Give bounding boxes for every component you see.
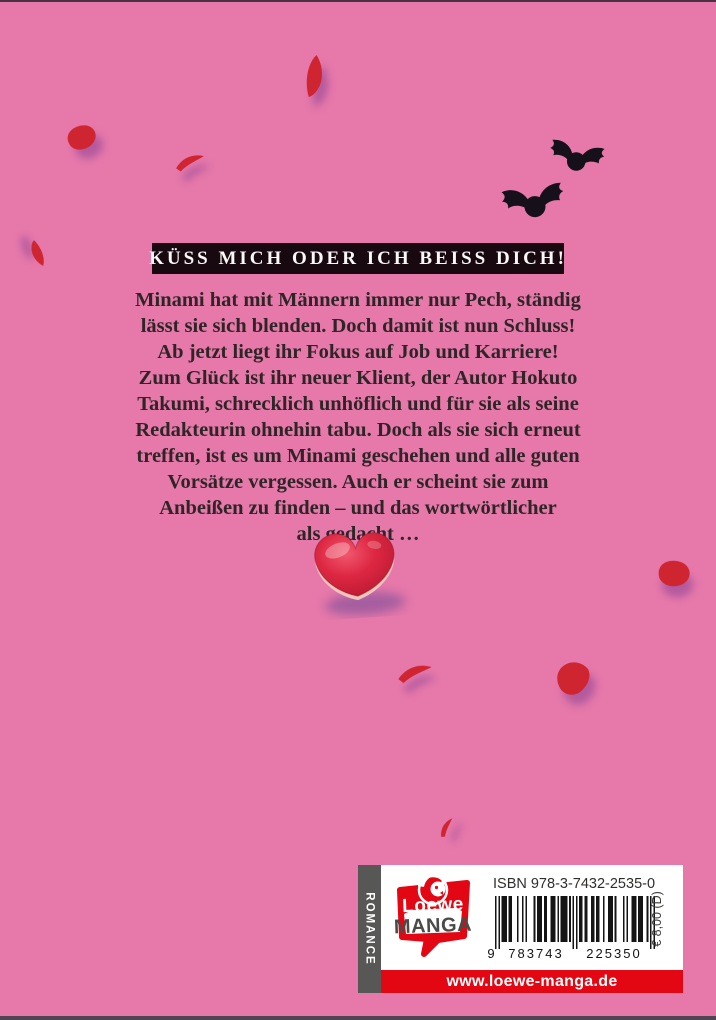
rose-petal-icon	[174, 153, 206, 173]
blurb-line: Anbeißen zu finden – und das wortwörtlicher	[159, 497, 557, 519]
website-bar	[381, 970, 683, 993]
website-url: www.loewe-manga.de	[446, 972, 618, 990]
bat-icon	[545, 134, 608, 180]
isbn-label-box	[381, 865, 683, 970]
barcode-icon	[487, 896, 655, 962]
svg-text:9: 9	[487, 946, 495, 961]
blurb-line: Minami hat mit Männern immer nur Pech, ständig	[135, 289, 581, 311]
blurb-text	[88, 287, 628, 547]
publisher-name: Loewe	[401, 893, 465, 918]
svg-text:225350: 225350	[586, 946, 642, 961]
heart-candy-icon	[300, 518, 418, 622]
blurb-line: Ab jetzt liegt ihr Fokus auf Job und Karriere!	[157, 341, 559, 363]
publisher-logo	[391, 874, 475, 962]
cover-bottom-edge	[0, 1016, 716, 1020]
blurb-line: lässt sie sich blenden. Doch damit ist nun Schluss!	[140, 315, 576, 337]
genre-label: ROMANCE	[363, 892, 376, 966]
bat-icon	[498, 175, 570, 228]
blurb-line: Redakteurin ohnehin tabu. Doch als sie sich erneut	[135, 419, 581, 441]
blurb-line: Vorsätze vergessen. Auch er scheint sie zum	[167, 471, 549, 493]
tagline-text: KÜSS MICH ODER ICH BEISS DICH!	[149, 247, 567, 269]
price-text: € 8,00 (D)	[650, 891, 664, 947]
genre-strip	[358, 865, 381, 993]
rose-petal-icon	[555, 659, 592, 697]
rose-petal-icon	[396, 660, 434, 688]
rose-petal-icon	[21, 237, 52, 271]
blurb-line: Takumi, schrecklich unhöflich und für sie als seine	[137, 393, 579, 415]
cover-top-edge	[0, 0, 716, 2]
rose-petal-icon	[63, 121, 100, 153]
blurb-line: Zum Glück ist ihr neuer Klient, der Autor Hokuto	[138, 367, 578, 389]
rose-petal-icon	[305, 54, 326, 98]
price-tag	[637, 883, 677, 955]
blurb-line: treffen, ist es um Minami geschehen und alle guten	[136, 445, 580, 467]
blurb-line: als gedacht …	[296, 523, 420, 545]
tagline-banner	[149, 243, 567, 274]
svg-text:783743: 783743	[508, 946, 564, 961]
publisher-imprint: MANGA	[393, 913, 473, 939]
rose-petal-icon	[433, 814, 461, 841]
isbn-text: ISBN 978-3-7432-2535-0	[493, 876, 656, 892]
rose-petal-icon	[652, 552, 695, 594]
